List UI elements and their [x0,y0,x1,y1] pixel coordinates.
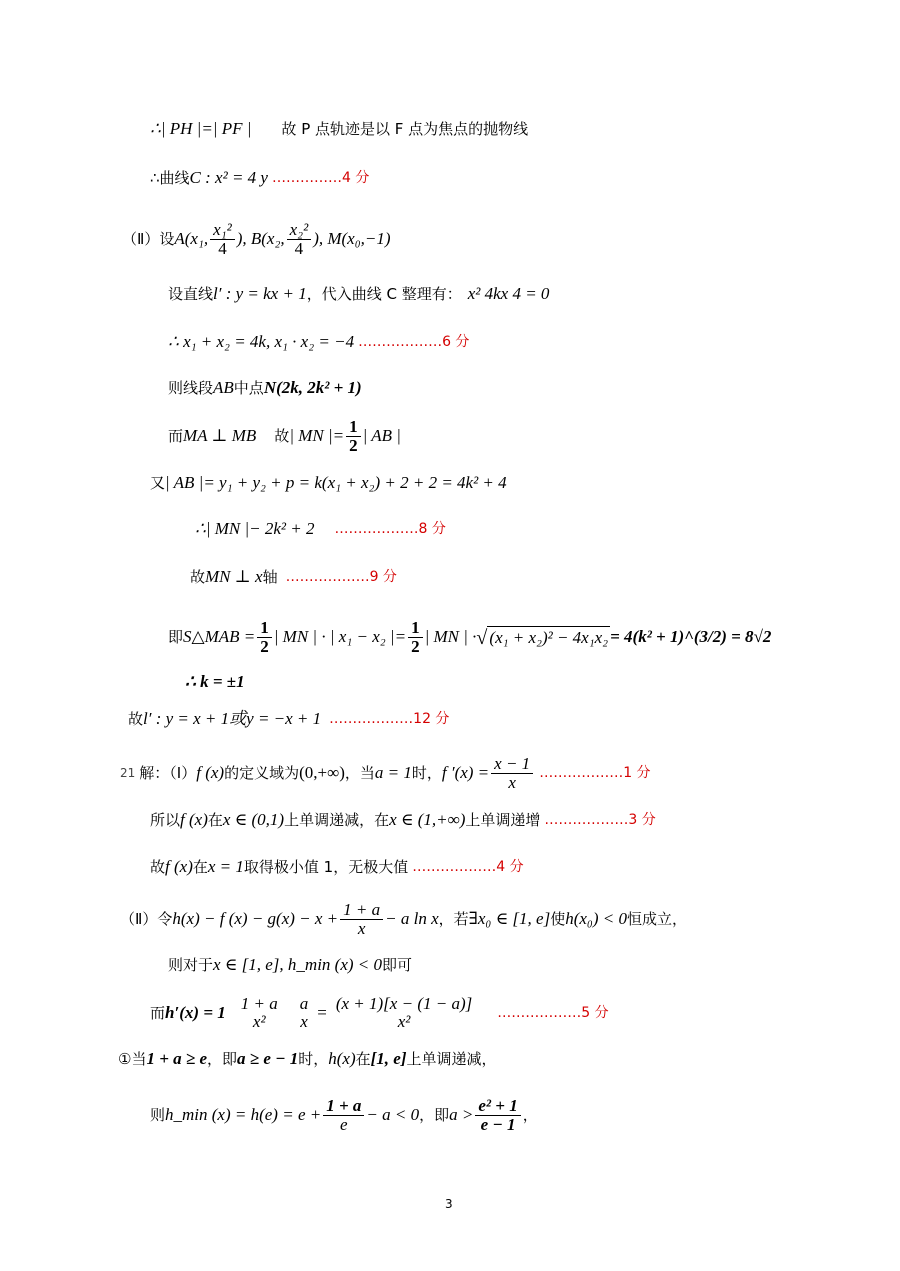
frac-den: 2 [411,636,420,656]
math-ab-abs: | AB | [362,426,401,445]
line-vieta [168,332,469,352]
math-a-gt: a > [449,1105,474,1124]
text-set: （Ⅱ）设 [122,230,175,248]
question-number: 21 [120,766,136,780]
text-and: 而 [168,427,184,445]
math-sqrt [476,626,610,648]
text-axis: 轴 [262,568,278,586]
text-time: 时， [411,764,442,782]
line-midpoint [168,378,362,398]
text-midpoint: 中点 [233,379,264,397]
line-ma-perp [168,415,401,457]
line-case1 [118,1049,497,1069]
text-holds: 恒成立， [626,910,687,928]
math-area-s: S△MAB = [183,627,256,646]
text-substitute: ，代入曲线 C 整理有： [306,285,462,303]
frac-factored [333,995,475,1031]
math-ma-perp-mb: MA ⊥ MB [183,426,257,445]
math-curve-eq: C : x² = 4 y [189,168,268,187]
frac-num: 1 [346,418,361,437]
frac-den: x [357,918,366,938]
frac-den: e − 1 [480,1114,516,1134]
score-9: ………………9 分 [285,569,397,585]
math-aln: − a ln x [385,909,439,928]
math-area-mid2: | MN | · [424,627,477,646]
math-interval: [1, e] [370,1049,407,1068]
line-curve-c [150,168,369,188]
frac-num: 1 + a [323,1097,364,1116]
line-k-value [185,672,245,692]
score-5: ………………5 分 [497,1005,609,1021]
text-such-that: 使 [550,910,566,928]
frac-e2-1 [475,1097,520,1134]
math-domain: (0,+∞) [299,763,345,782]
frac-den: 4 [294,238,304,258]
text-case1: ①当 [118,1050,147,1068]
frac-den: x² [252,1012,266,1031]
text-min-value: 取得极小值 1，无极大值 [243,858,409,876]
text-increasing: 上单调递增 [465,811,541,829]
text-also: 又 [150,474,166,492]
math-hx: h(x) [328,1049,356,1068]
text-set-line: 设直线 [168,285,214,303]
text-decreasing: 上单调递减， [406,1050,497,1068]
score-6: ………………6 分 [358,334,470,350]
line-ph-pf [150,119,528,139]
math-mn-length: ∴| MN |− 2k² + 2 [195,519,315,538]
score-3: ………………3 分 [544,812,656,828]
math-vieta: ∴ x₁ + x₂ = 4k, x₁ · x₂ = −4 [168,332,355,351]
frac-a-x [297,995,312,1031]
frac-den: 2 [349,435,358,455]
frac-1a-x [340,901,383,938]
frac-num: x − 1 [491,755,533,774]
math-mn: | MN |= [289,426,345,445]
math-fx: f (x) [165,857,193,876]
text-for: 则对于 [168,956,214,974]
frac-den: x [300,1012,308,1031]
frac-num: 1 [257,619,272,638]
text-when: 时， [298,1050,329,1068]
math-exists: ∃x₀ ∈ [1, e] [468,909,551,928]
line-q21 [120,752,651,794]
frac-num: 1 [408,619,423,638]
text-ie: ，即 [207,1050,238,1068]
math-n-point: N(2k, 2k² + 1) [263,378,362,397]
text-hence: 故 [128,710,144,728]
text-decreasing: 上单调递减，在 [284,811,390,829]
math-hx-def: h(x) − f (x) − g(x) − x + [172,909,339,928]
line-hprime [150,990,609,1036]
math-ab-length: | AB |= y₁ + y₂ + p = k(x₁ + x₂) + 2 + 2 = 4k² + 4 [165,473,507,492]
text-curve: ∴曲线 [150,169,190,187]
math-hx0: h(x₀) < 0 [565,909,627,928]
frac-den: 2 [260,636,269,656]
score-8: ………………8 分 [334,521,446,537]
math-area-result: = 4(k² + 1)^(3/2) = 8√2 [610,627,772,646]
text-domain: 的定义域为 [224,764,300,782]
math-fx: f (x) [180,810,208,829]
frac-1a-x2 [238,995,281,1031]
text-therefore: 故 [274,427,290,445]
text-so: 故 [190,568,206,586]
math-a-eq-1: a = 1 [374,763,412,782]
line-mn-perp-x [190,567,397,587]
text-on: 在 [355,1050,371,1068]
score-12: ………………12 分 [329,711,450,727]
text-when: ，当 [344,764,375,782]
line-monotone [150,810,656,830]
line-part2 [120,898,687,940]
line-area [168,615,771,659]
math-interval-1: x ∈ (0,1) [222,810,285,829]
frac-half-1 [257,619,272,656]
math-hmin-he: h_min (x) = h(e) = e + [165,1105,322,1124]
text-at: 在 [192,858,208,876]
math-ph-eq-pf: ∴| PH |=| PF | [150,119,252,138]
frac-num: x₂² [287,221,312,240]
text-if: ，若 [438,910,469,928]
line-minimum [150,857,524,877]
math-line-eq: l′ : y = kx + 1 [213,284,307,303]
text-solution: 解：（Ⅰ） [139,764,197,782]
frac-1a-e [323,1097,364,1134]
frac-x1sq-4 [210,221,235,258]
frac-num: a [299,994,309,1013]
frac-num: (x + 1)[x − (1 − a)] [335,994,473,1013]
frac-den: 4 [218,238,227,258]
frac-half [346,418,361,455]
line-set-line [168,284,549,304]
math-cond1: 1 + a ≥ e [146,1049,208,1068]
math-ab: AB [213,378,234,397]
math-fprime: f ′(x) = [441,763,490,782]
score-4b: ………………4 分 [412,859,524,875]
math-hprime: h′(x) = 1 [165,1003,226,1022]
text-so: 所以 [150,811,181,829]
math-mn-perp-x: MN ⊥ x [205,567,263,586]
line-set-points [122,218,391,260]
text-hence: 故 [150,858,166,876]
page-number: 3 [445,1197,453,1211]
line-case1-result [150,1092,538,1138]
text-then: 则 [150,1106,166,1124]
frac-den: e [340,1114,348,1134]
text-comma: ， [522,1106,538,1124]
math-x-eq-1: x = 1 [207,857,244,876]
math-interval-2: x ∈ (1,+∞) [389,810,466,829]
frac-num: e² + 1 [475,1097,520,1116]
frac-den: x² [397,1012,411,1031]
math-a-point: A(x₁, [174,229,209,248]
math-m-point: ), M(x₀,−1) [313,229,391,248]
math-b-point: ), B(x₂, [236,229,285,248]
math-hmin: x ∈ [1, e], h_min (x) < 0 [213,955,383,974]
frac-num: x₁² [210,221,235,240]
line-mn-length [195,519,446,539]
text-segment: 则线段 [168,379,214,397]
text-ie: ，即 [419,1106,450,1124]
frac-half-2 [408,619,423,656]
score-4: ……………4 分 [271,170,370,186]
sqrt-symbol: √ [476,627,488,649]
line-hmin [168,955,412,975]
frac-x2sq-4 [287,221,312,258]
score-1: ………………1 分 [539,765,651,781]
line-ab-length [150,473,507,493]
math-k-pm1: ∴ k = ±1 [185,672,245,691]
math-quadratic: x² 4kx 4 = 0 [467,284,550,303]
math-area-mid: | MN | · | x₁ − x₂ |= [273,627,407,646]
frac-num: 1 + a [340,901,383,920]
frac-den: x [508,772,516,792]
frac-fprime [491,755,533,792]
text-suffices: 即可 [382,956,413,974]
text-and: 而 [150,1004,166,1022]
line-final-line [128,709,449,729]
math-equals: = [317,1003,327,1022]
frac-num: 1 + a [240,994,278,1013]
text-on: 在 [207,811,223,829]
sqrt-radicand: (x₁ + x₂)² − 4x₁x₂ [489,628,609,647]
math-fx: f (x) [196,763,225,782]
text-let: （Ⅱ）令 [120,910,173,928]
text-parabola-locus: 故 P 点轨迹是以 F 点为焦点的抛物线 [281,120,529,138]
math-lt0: − a < 0 [366,1105,420,1124]
text-namely: 即 [168,628,184,646]
math-cond2: a ≥ e − 1 [237,1049,299,1068]
math-final-lines: l′ : y = x + 1或y = −x + 1 [143,709,322,728]
